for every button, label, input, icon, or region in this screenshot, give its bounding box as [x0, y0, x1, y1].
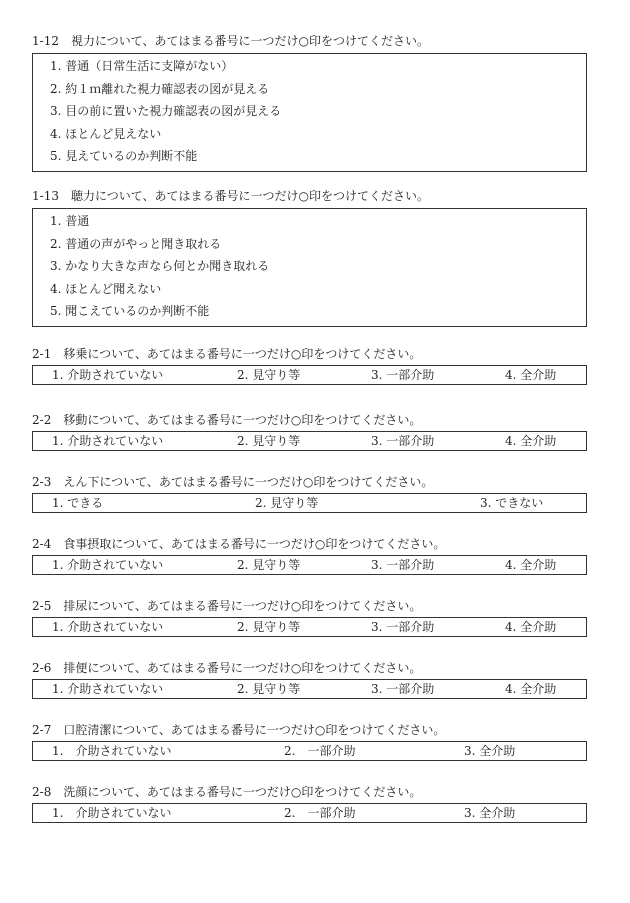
option-1[interactable]: 1. できる: [52, 496, 104, 510]
options-box: [32, 53, 587, 172]
question-2-2: [32, 413, 587, 451]
options-box: [32, 208, 587, 327]
option-2[interactable]: 2. 見守り等: [255, 496, 319, 510]
options-box: [32, 803, 587, 823]
options-box: [32, 493, 587, 513]
question-title: 2-4 食事摂取について、あてはまる番号に一つだけ○印をつけてください。: [32, 537, 446, 551]
question-2-3: [32, 475, 587, 513]
option-5[interactable]: 5. 見えているのか判断不能: [50, 149, 198, 164]
option-1[interactable]: 1. 介助されていない: [52, 620, 164, 634]
question-title: 2-3 えん下について、あてはまる番号に一つだけ○印をつけてください。: [32, 475, 434, 489]
question-2-6: [32, 661, 587, 699]
question-1-13: [32, 189, 587, 327]
question-title: 1-13 聴力について、あてはまる番号に一つだけ○印をつけてください。: [32, 189, 429, 203]
option-2[interactable]: 2. 見守り等: [237, 368, 301, 382]
option-3[interactable]: 3. 一部介助: [371, 620, 435, 634]
question-2-4: [32, 537, 587, 575]
option-4[interactable]: 4. 全介助: [505, 620, 557, 634]
question-title: 2-1 移乗について、あてはまる番号に一つだけ○印をつけてください。: [32, 347, 422, 361]
option-4[interactable]: 4. 全介助: [505, 368, 557, 382]
option-2[interactable]: 2. 見守り等: [237, 682, 301, 696]
question-title: 1-12 視力について、あてはまる番号に一つだけ○印をつけてください。: [32, 34, 429, 48]
option-4[interactable]: 4. ほとんど見えない: [50, 126, 162, 141]
question-1-12: [32, 34, 587, 172]
question-title: 2-7 口腔清潔について、あてはまる番号に一つだけ○印をつけてください。: [32, 723, 446, 737]
option-4[interactable]: 4. ほとんど聞えない: [50, 281, 162, 296]
question-title: 2-5 排尿について、あてはまる番号に一つだけ○印をつけてください。: [32, 599, 422, 613]
options-box: [32, 617, 587, 637]
option-3[interactable]: 3. 全介助: [464, 806, 516, 820]
option-1[interactable]: 1. 介助されていない: [52, 558, 164, 572]
option-2[interactable]: 2. 普通の声がやっと聞き取れる: [50, 236, 222, 251]
option-3[interactable]: 3. 一部介助: [371, 368, 435, 382]
option-1[interactable]: 1. 介助されていない: [52, 434, 164, 448]
options-box: [32, 679, 587, 699]
option-2[interactable]: 2. 約１ｍ離れた視力確認表の図が見える: [50, 81, 270, 96]
options-box: [32, 431, 587, 451]
option-1[interactable]: 1. 介助されていない: [52, 806, 172, 820]
option-3[interactable]: 3. 全介助: [464, 744, 516, 758]
option-1[interactable]: 1. 普通（日常生活に支障がない）: [50, 59, 234, 73]
question-2-1: [32, 347, 587, 385]
option-3[interactable]: 3. 一部介助: [371, 682, 435, 696]
question-2-8: [32, 785, 587, 823]
option-2[interactable]: 2. 一部介助: [284, 806, 356, 820]
option-3[interactable]: 3. かなり大きな声なら何とか聞き取れる: [50, 259, 270, 274]
options-box: [32, 741, 587, 761]
option-4[interactable]: 4. 全介助: [505, 682, 557, 696]
option-2[interactable]: 2. 見守り等: [237, 434, 301, 448]
question-title: 2-6 排便について、あてはまる番号に一つだけ○印をつけてください。: [32, 661, 422, 675]
option-2[interactable]: 2. 見守り等: [237, 620, 301, 634]
option-4[interactable]: 4. 全介助: [505, 434, 557, 448]
options-box: [32, 555, 587, 575]
option-3[interactable]: 3. 一部介助: [371, 434, 435, 448]
option-5[interactable]: 5. 聞こえているのか判断不能: [50, 304, 210, 319]
option-2[interactable]: 2. 一部介助: [284, 744, 356, 758]
option-1[interactable]: 1. 介助されていない: [52, 682, 164, 696]
question-2-7: [32, 723, 587, 761]
option-1[interactable]: 1. 介助されていない: [52, 368, 164, 382]
option-2[interactable]: 2. 見守り等: [237, 558, 301, 572]
option-4[interactable]: 4. 全介助: [505, 558, 557, 572]
question-2-5: [32, 599, 587, 637]
question-title: 2-2 移動について、あてはまる番号に一つだけ○印をつけてください。: [32, 413, 422, 427]
option-1[interactable]: 1. 介助されていない: [52, 744, 172, 758]
option-3[interactable]: 3. 目の前に置いた視力確認表の図が見える: [50, 104, 282, 119]
option-3[interactable]: 3. 一部介助: [371, 558, 435, 572]
options-box: [32, 365, 587, 385]
option-3[interactable]: 3. できない: [480, 496, 544, 510]
question-title: 2-8 洗顔について、あてはまる番号に一つだけ○印をつけてください。: [32, 785, 422, 799]
option-1[interactable]: 1. 普通: [50, 214, 90, 228]
